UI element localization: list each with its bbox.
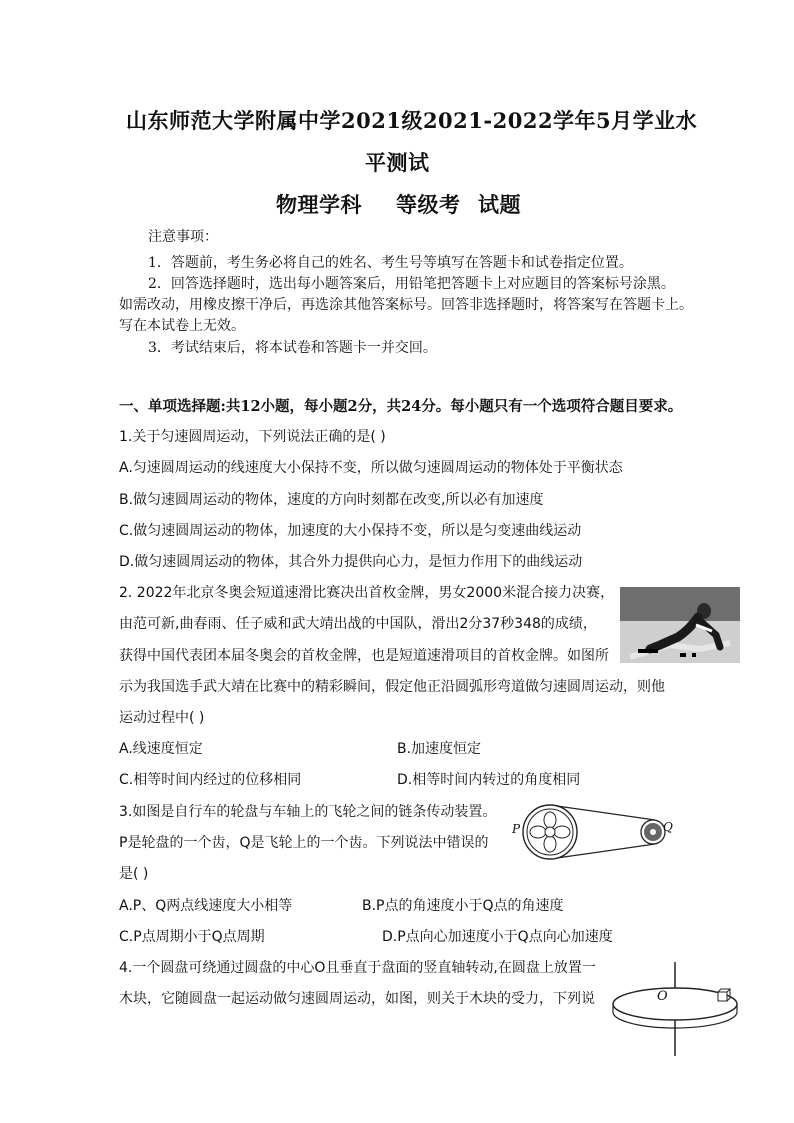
label-q: Q	[663, 820, 673, 834]
q3-option-c: C.P点周期小于Q点周期	[119, 929, 265, 945]
notes-item-2: 2．回答选择题时，选出每小题答案后，用铅笔把答题卡上对应题目的答案标号涂黑。	[148, 276, 675, 292]
q2-option-c: C.相等时间内经过的位移相同	[119, 772, 302, 788]
q4-stem-line2: 木块，它随圆盘一起运动做匀速圆周运动，如图，则关于木块的受力，下列说	[119, 991, 595, 1007]
q3-option-b: B.P点的角速度小于Q点的角速度	[362, 898, 564, 914]
q3-stem-line1: 3.如图是自行车的轮盘与车轴上的飞轮之间的链条传动装置。	[119, 804, 497, 820]
q2-option-a: A.线速度恒定	[119, 741, 203, 757]
notes-item-1: 1．答题前，考生务必将自己的姓名、考生号等填写在答题卡和试卷指定位置。	[148, 255, 633, 271]
q2-stem-line4: 示为我国选手武大靖在比赛中的精彩瞬间，假定他正沿圆弧形弯道做匀速圆周运动，则他	[119, 679, 665, 695]
q2-stem-line1: 2. 2022年北京冬奥会短道速滑比赛决出首枚金牌，男女2000米混合接力决赛，	[119, 585, 615, 601]
q3-option-a: A.P、Q两点线速度大小相等	[119, 898, 293, 914]
page-title-line2: 平测试	[365, 150, 430, 175]
notes-item-3: 3．考试结束后，将本试卷和答题卡一并交回。	[148, 340, 437, 356]
q3-option-d: D.P点向心加速度小于Q点向心加速度	[382, 929, 613, 945]
q2-stem-line3: 获得中国代表团本届冬奥会的首枚金牌，也是短道速滑项目的首枚金牌。如图所	[119, 648, 609, 664]
notes-heading: 注意事项：	[148, 229, 218, 245]
chain-drive-figure	[510, 803, 680, 861]
q1-option-a: A.匀速圆周运动的线速度大小保持不变，所以做匀速圆周运动的物体处于平衡状态	[119, 460, 623, 476]
q2-stem-line5: 运动过程中( )	[119, 710, 205, 726]
speed-skater-photo	[620, 587, 740, 663]
subtitle-subject: 物理学科	[276, 192, 362, 217]
q4-stem-line1: 4.一个圆盘可绕通过圆盘的中心O且垂直于盘面的竖直轴转动,在圆盘上放置一	[119, 960, 596, 976]
q2-option-d: D.相等时间内转过的角度相同	[397, 772, 581, 788]
q1-stem: 1.关于匀速圆周运动，下列说法正确的是( )	[119, 429, 386, 445]
q3-stem-line3: 是( )	[119, 866, 149, 882]
notes-item-2-end: 写在本试卷上无效。	[119, 318, 245, 334]
page-title-line1: 山东师范大学附属中学2021级2021-2022学年5月学业水	[126, 108, 698, 133]
q1-option-b: B.做匀速圆周运动的物体，速度的方向时刻都在改变,所以必有加速度	[119, 492, 544, 508]
label-o: O	[657, 989, 668, 1004]
q2-stem-line2: 由范可新,曲春雨、任子威和武大靖出战的中国队，滑出2分37秒348的成绩，	[119, 616, 597, 632]
subtitle-paper: 试题	[478, 192, 521, 217]
notes-item-2-cont: 如需改动，用橡皮擦干净后，再选涂其他答案标号。回答非选择题时，将答案写在答题卡上。	[119, 297, 693, 313]
section-heading: 一、单项选择题:共12小题，每小题2分，共24分。每小题只有一个选项符合题目要求。	[119, 398, 683, 415]
q3-stem-line2: P是轮盘的一个齿，Q是飞轮上的一个齿。下列说法中错误的	[119, 835, 489, 851]
subtitle-level: 等级考	[396, 192, 461, 217]
label-p: P	[512, 822, 521, 836]
q2-option-b: B.加速度恒定	[397, 741, 482, 757]
q1-option-d: D.做匀速圆周运动的物体，其合外力提供向心力，是恒力作用下的曲线运动	[119, 554, 583, 570]
rotating-disc-figure	[608, 962, 748, 1058]
q1-option-c: C.做匀速圆周运动的物体，加速度的大小保持不变，所以是匀变速曲线运动	[119, 523, 582, 539]
